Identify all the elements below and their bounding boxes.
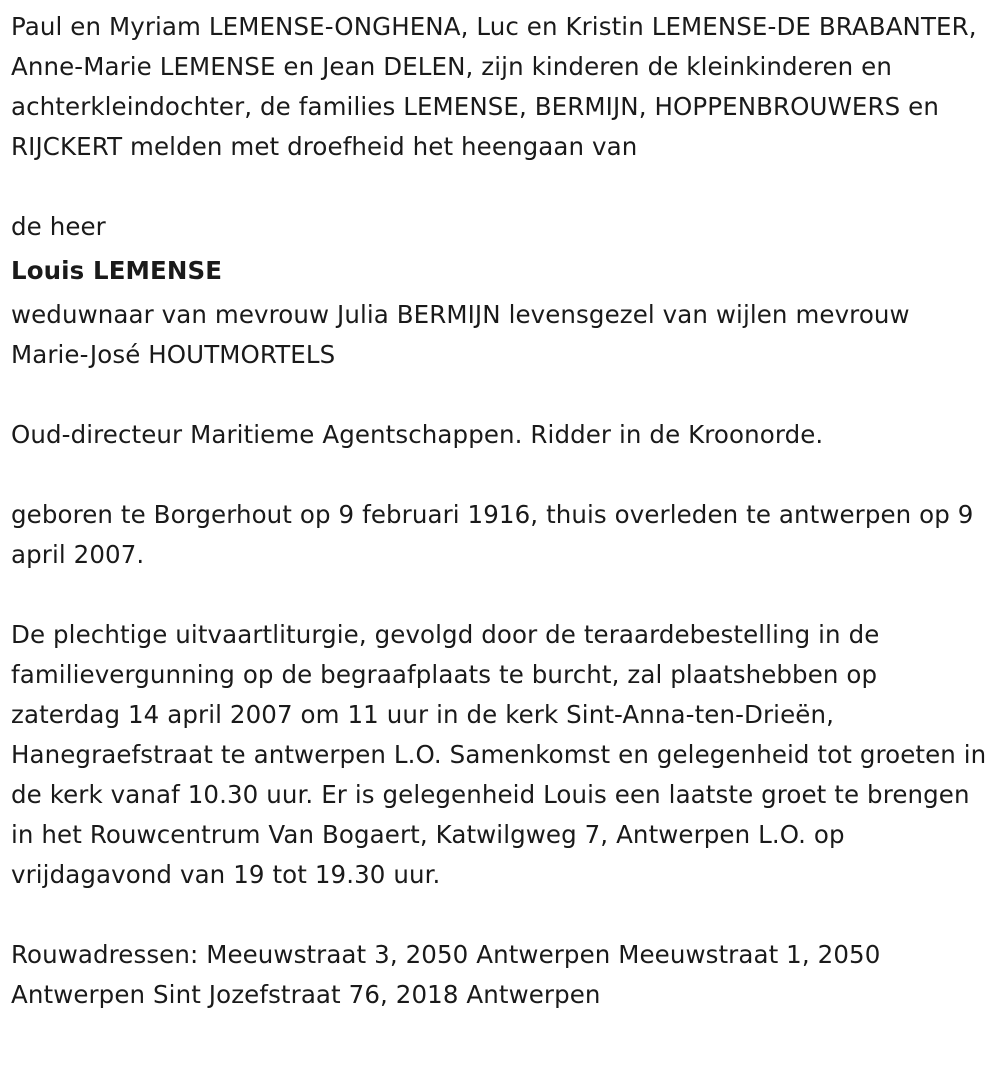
funeral-paragraph: De plechtige uitvaartliturgie, gevolgd door de teraardebestelling in de familievergunning op de begraafplaats te burcht, zal plaatshebben op zaterdag 14 april 2007 om 11 uur in de kerk Sint-Anna-ten-Drieën, Hanegraefstraat te antwerpen L.O. Samenkomst en gelegenheid tot groeten in de kerk vanaf 10.30 uur. Er is gelegenheid Louis een laatste groet te brengen in het Rouwcentrum Van Bogaert, Katwilgweg 7, Antwerpen L.O. op vrijdagavond van 19 tot 19.30 uur. [11, 620, 987, 889]
spacer [11, 167, 991, 207]
birth-death-paragraph: geboren te Borgerhout op 9 februari 1916, thuis overleden te antwerpen op 9 april 2007. [11, 500, 974, 569]
spacer [11, 455, 991, 495]
addresses-paragraph: Rouwadressen: Meeuwstraat 3, 2050 Antwerpen Meeuwstraat 1, 2050 Antwerpen Sint Jozefstraat 76, 2018 Antwerpen [11, 940, 881, 1009]
relation-paragraph: weduwnaar van mevrouw Julia BERMIJN levensgezel van wijlen mevrouw Marie-José HOUTMORTELS [11, 300, 910, 369]
spacer [11, 895, 991, 935]
intro-paragraph: Paul en Myriam LEMENSE-ONGHENA, Luc en Kristin LEMENSE-DE BRABANTER, Anne-Marie LEMENSE en Jean DELEN, zijn kinderen de kleinkinderen en achterkleindochter, de families LEMENSE, BERMIJN, HOPPENBROUWERS en RIJCKERT melden met droefheid het heengaan van [11, 12, 977, 161]
spacer [11, 575, 991, 615]
spacer [11, 375, 991, 415]
honorific: de heer [11, 212, 106, 241]
deceased-name: Louis LEMENSE [11, 256, 223, 285]
profession-paragraph: Oud-directeur Maritieme Agentschappen. Ridder in de Kroonorde. [11, 420, 824, 449]
obituary-notice [11, 7, 991, 1015]
